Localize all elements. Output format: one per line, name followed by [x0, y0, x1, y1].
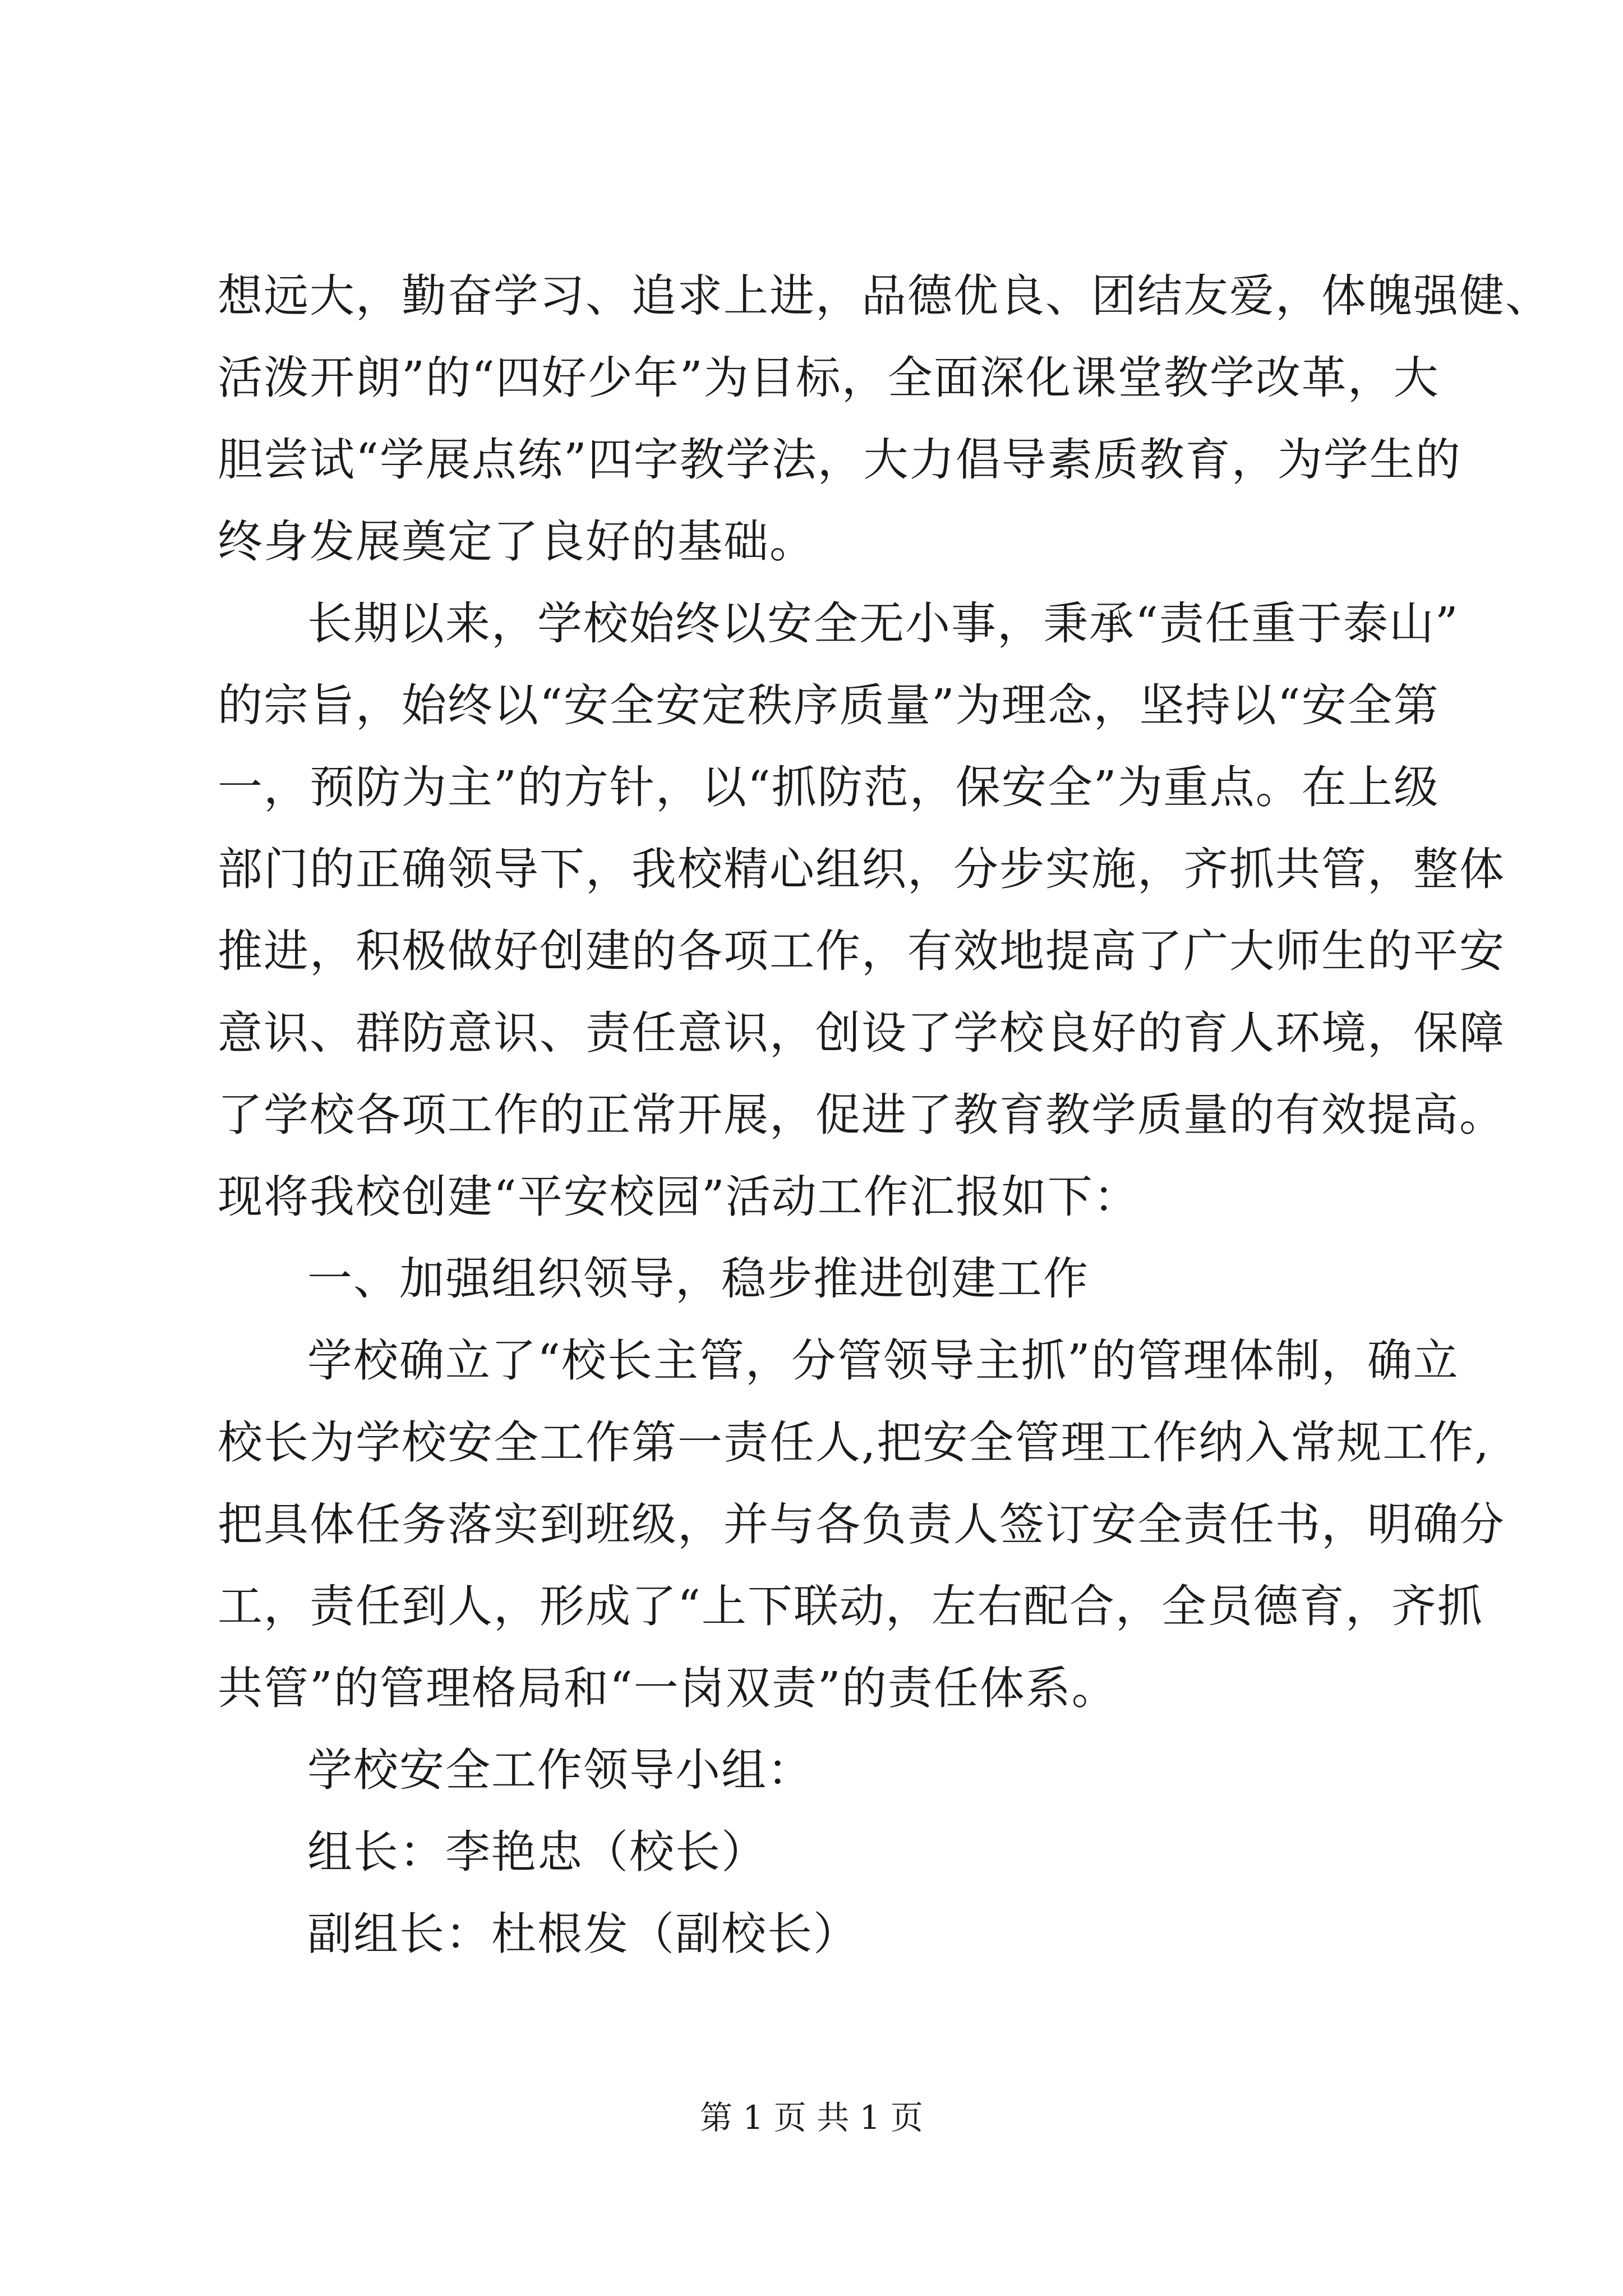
document-body: [218, 255, 1551, 1975]
body-line: 部门的正确领导下，我校精心组织，分步实施，齐抓共管，整体: [218, 843, 1505, 895]
body-line: 把具体任务落实到班级，并与各负责人签订安全责任书，明确分: [218, 1498, 1505, 1550]
section-heading: 一、加强组织领导，稳步推进创建工作: [307, 1253, 1089, 1305]
body-line: 的宗旨，始终以“安全安定秩序质量”为理念，坚持以“安全第: [218, 679, 1440, 731]
body-line: 胆尝试“学展点练”四字教学法，大力倡导素质教育，为学生的: [218, 434, 1461, 486]
body-line: 终身发展奠定了良好的基础。: [218, 516, 815, 568]
group-leader: 组长：李艳忠（校长）: [307, 1826, 767, 1878]
group-deputy-leader: 副组长：杜根发（副校长）: [307, 1908, 859, 1960]
body-line: 一，预防为主”的方针，以“抓防范，保安全”为重点。在上级: [218, 761, 1440, 813]
body-line: 工，责任到人，形成了“上下联动，左右配合，全员德育，齐抓: [218, 1580, 1483, 1632]
body-line: 校长为学校安全工作第一责任人,把安全管理工作纳入常规工作,: [218, 1416, 1490, 1469]
page-number-footer: 第 1 页 共 1 页: [700, 2099, 923, 2137]
body-line: 想远大，勤奋学习、追求上进，品德优良、团结友爱，体魄强健、: [218, 270, 1551, 322]
body-line: 了学校各项工作的正常开展，促进了教育教学质量的有效提高。: [218, 1089, 1505, 1141]
paragraph-start-line: 长期以来，学校始终以安全无小事，秉承“责任重于泰山”: [307, 597, 1459, 650]
paragraph-start-line: 学校确立了“校长主管，分管领导主抓”的管理体制，确立: [307, 1335, 1459, 1387]
body-line: 活泼开朗”的“四好少年”为目标，全面深化课堂教学改革，大: [218, 352, 1440, 404]
body-line: 推进，积极做好创建的各项工作，有效地提高了广大师生的平安: [218, 925, 1505, 977]
body-line: 现将我校创建“平安校园”活动工作汇报如下：: [218, 1171, 1140, 1223]
group-title: 学校安全工作领导小组：: [307, 1744, 813, 1796]
body-line: 意识、群防意识、责任意识，创设了学校良好的育人环境，保障: [218, 1007, 1505, 1059]
body-line: 共管”的管理格局和“一岗双责”的责任体系。: [218, 1662, 1118, 1714]
